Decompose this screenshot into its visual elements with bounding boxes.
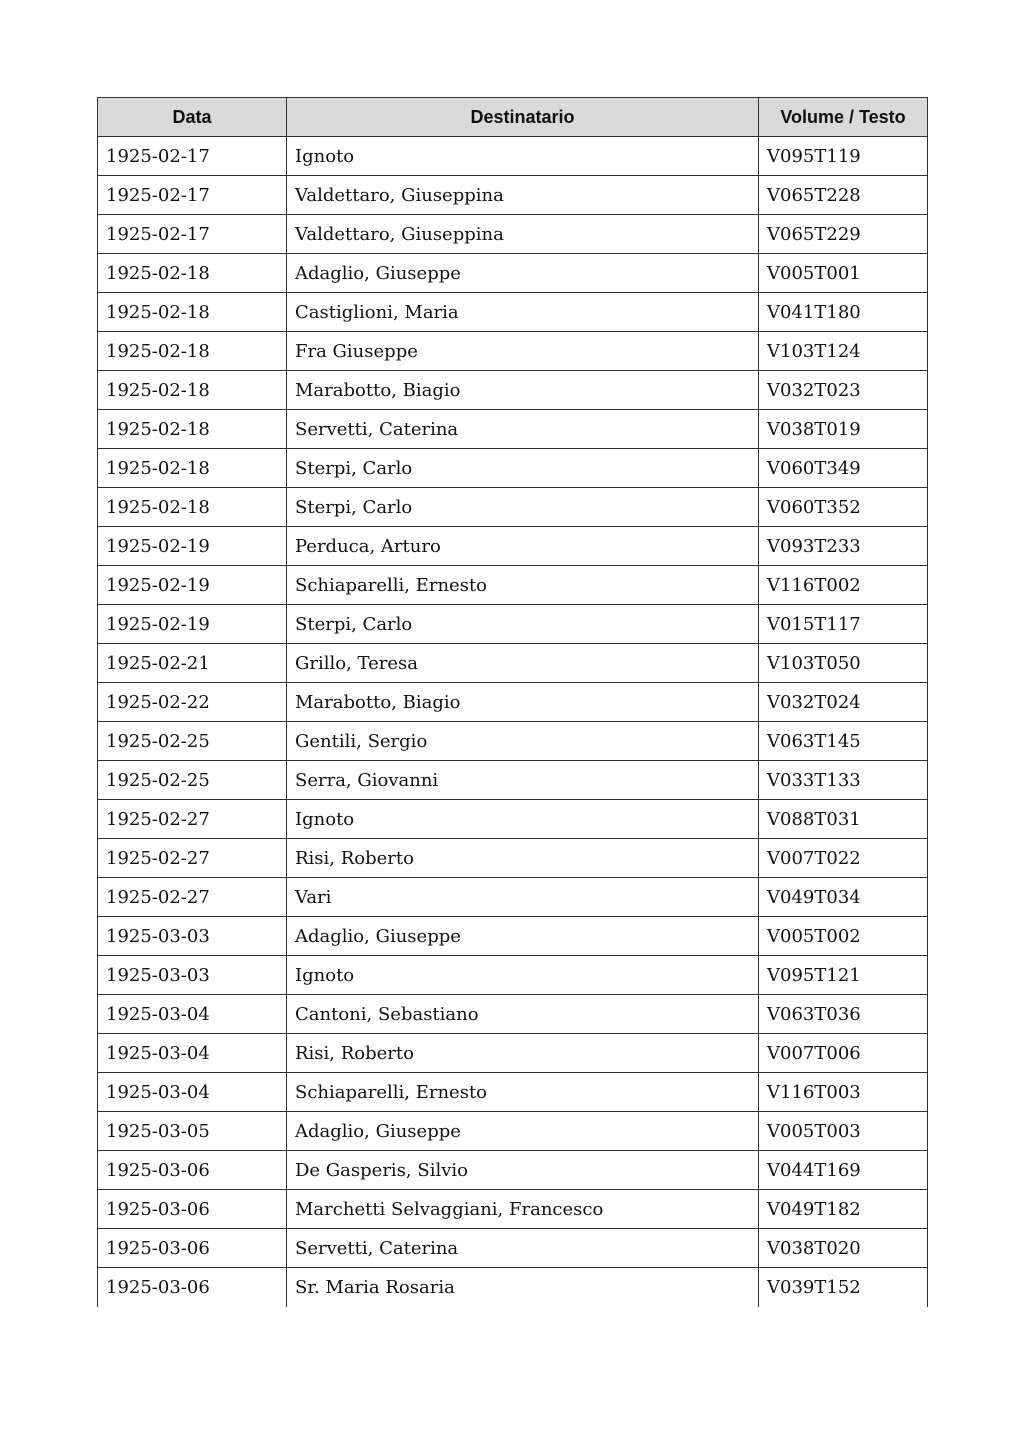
- cell-volume: V116T003: [759, 1073, 928, 1112]
- cell-volume: V038T019: [759, 410, 928, 449]
- cell-volume: V015T117: [759, 605, 928, 644]
- cell-volume: V095T119: [759, 137, 928, 176]
- cell-recipient: Vari: [287, 878, 759, 917]
- cell-volume: V065T229: [759, 215, 928, 254]
- cell-volume: V093T233: [759, 527, 928, 566]
- cell-recipient: Serra, Giovanni: [287, 761, 759, 800]
- table-row: [98, 800, 928, 839]
- table-row: [98, 1151, 928, 1190]
- cell-date: 1925-02-18: [98, 293, 287, 332]
- cell-recipient: Servetti, Caterina: [287, 410, 759, 449]
- table-row: [98, 410, 928, 449]
- cell-volume: V005T003: [759, 1112, 928, 1151]
- cell-date: 1925-02-17: [98, 137, 287, 176]
- cell-date: 1925-02-19: [98, 566, 287, 605]
- cell-recipient: Adaglio, Giuseppe: [287, 1112, 759, 1151]
- table-row: [98, 683, 928, 722]
- cell-recipient: Marabotto, Biagio: [287, 683, 759, 722]
- cell-volume: V063T145: [759, 722, 928, 761]
- cell-date: 1925-02-18: [98, 254, 287, 293]
- cell-recipient: Risi, Roberto: [287, 839, 759, 878]
- cell-volume: V060T352: [759, 488, 928, 527]
- table-row: [98, 371, 928, 410]
- cell-date: 1925-02-18: [98, 488, 287, 527]
- table-row: [98, 605, 928, 644]
- table-row: [98, 1229, 928, 1268]
- cell-recipient: Valdettaro, Giuseppina: [287, 176, 759, 215]
- table-row: [98, 1034, 928, 1073]
- cell-volume: V103T124: [759, 332, 928, 371]
- cell-recipient: Risi, Roberto: [287, 1034, 759, 1073]
- cell-date: 1925-02-18: [98, 410, 287, 449]
- table-row: [98, 215, 928, 254]
- table-row: [98, 839, 928, 878]
- cell-recipient: Ignoto: [287, 800, 759, 839]
- cell-recipient: Ignoto: [287, 137, 759, 176]
- cell-recipient: Marabotto, Biagio: [287, 371, 759, 410]
- letters-table: [97, 97, 928, 1307]
- cell-recipient: Sterpi, Carlo: [287, 488, 759, 527]
- cell-volume: V095T121: [759, 956, 928, 995]
- table-row: [98, 1112, 928, 1151]
- cell-date: 1925-02-27: [98, 800, 287, 839]
- table-row: [98, 917, 928, 956]
- cell-recipient: Servetti, Caterina: [287, 1229, 759, 1268]
- cell-date: 1925-02-18: [98, 449, 287, 488]
- cell-date: 1925-02-21: [98, 644, 287, 683]
- cell-date: 1925-02-17: [98, 176, 287, 215]
- cell-date: 1925-03-05: [98, 1112, 287, 1151]
- cell-date: 1925-02-27: [98, 839, 287, 878]
- cell-date: 1925-02-17: [98, 215, 287, 254]
- table-row: [98, 1190, 928, 1229]
- table-row: [98, 1268, 928, 1307]
- cell-volume: V065T228: [759, 176, 928, 215]
- table-row: [98, 293, 928, 332]
- table-row: [98, 995, 928, 1034]
- cell-volume: V041T180: [759, 293, 928, 332]
- cell-volume: V060T349: [759, 449, 928, 488]
- cell-volume: V063T036: [759, 995, 928, 1034]
- column-header-recipient: Destinatario: [287, 98, 759, 137]
- table-row: [98, 1073, 928, 1112]
- cell-date: 1925-03-03: [98, 917, 287, 956]
- cell-recipient: Ignoto: [287, 956, 759, 995]
- cell-recipient: Valdettaro, Giuseppina: [287, 215, 759, 254]
- table-row: [98, 254, 928, 293]
- table-row: [98, 761, 928, 800]
- cell-recipient: Adaglio, Giuseppe: [287, 917, 759, 956]
- cell-date: 1925-02-19: [98, 527, 287, 566]
- cell-recipient: Sr. Maria Rosaria: [287, 1268, 759, 1307]
- cell-recipient: Marchetti Selvaggiani, Francesco: [287, 1190, 759, 1229]
- cell-date: 1925-03-03: [98, 956, 287, 995]
- table-row: [98, 176, 928, 215]
- cell-volume: V044T169: [759, 1151, 928, 1190]
- cell-recipient: Fra Giuseppe: [287, 332, 759, 371]
- cell-recipient: Grillo, Teresa: [287, 644, 759, 683]
- cell-volume: V005T002: [759, 917, 928, 956]
- table-header-row: [98, 98, 928, 137]
- column-header-volume: Volume / Testo: [759, 98, 928, 137]
- cell-volume: V088T031: [759, 800, 928, 839]
- table-row: [98, 488, 928, 527]
- cell-recipient: Cantoni, Sebastiano: [287, 995, 759, 1034]
- cell-recipient: Castiglioni, Maria: [287, 293, 759, 332]
- cell-volume: V007T022: [759, 839, 928, 878]
- cell-date: 1925-03-04: [98, 1034, 287, 1073]
- cell-volume: V049T182: [759, 1190, 928, 1229]
- cell-volume: V033T133: [759, 761, 928, 800]
- table-body: [98, 137, 928, 1307]
- cell-date: 1925-03-04: [98, 995, 287, 1034]
- cell-recipient: Schiaparelli, Ernesto: [287, 566, 759, 605]
- cell-volume: V038T020: [759, 1229, 928, 1268]
- cell-volume: V039T152: [759, 1268, 928, 1307]
- table-row: [98, 137, 928, 176]
- table-row: [98, 644, 928, 683]
- table-row: [98, 722, 928, 761]
- cell-date: 1925-03-06: [98, 1190, 287, 1229]
- table-row: [98, 566, 928, 605]
- cell-date: 1925-03-06: [98, 1268, 287, 1307]
- cell-date: 1925-02-25: [98, 761, 287, 800]
- cell-recipient: Schiaparelli, Ernesto: [287, 1073, 759, 1112]
- cell-date: 1925-02-22: [98, 683, 287, 722]
- cell-volume: V049T034: [759, 878, 928, 917]
- cell-date: 1925-03-06: [98, 1229, 287, 1268]
- cell-volume: V007T006: [759, 1034, 928, 1073]
- table-row: [98, 956, 928, 995]
- cell-recipient: Sterpi, Carlo: [287, 449, 759, 488]
- cell-date: 1925-02-19: [98, 605, 287, 644]
- cell-recipient: Sterpi, Carlo: [287, 605, 759, 644]
- cell-date: 1925-03-04: [98, 1073, 287, 1112]
- cell-date: 1925-02-27: [98, 878, 287, 917]
- cell-date: 1925-02-18: [98, 332, 287, 371]
- table-row: [98, 527, 928, 566]
- cell-volume: V103T050: [759, 644, 928, 683]
- column-header-date: Data: [98, 98, 287, 137]
- cell-date: 1925-02-18: [98, 371, 287, 410]
- table-row: [98, 449, 928, 488]
- cell-recipient: Gentili, Sergio: [287, 722, 759, 761]
- cell-volume: V005T001: [759, 254, 928, 293]
- cell-volume: V116T002: [759, 566, 928, 605]
- cell-volume: V032T024: [759, 683, 928, 722]
- cell-date: 1925-03-06: [98, 1151, 287, 1190]
- cell-recipient: Adaglio, Giuseppe: [287, 254, 759, 293]
- cell-volume: V032T023: [759, 371, 928, 410]
- table-row: [98, 878, 928, 917]
- table-row: [98, 332, 928, 371]
- cell-date: 1925-02-25: [98, 722, 287, 761]
- cell-recipient: De Gasperis, Silvio: [287, 1151, 759, 1190]
- cell-recipient: Perduca, Arturo: [287, 527, 759, 566]
